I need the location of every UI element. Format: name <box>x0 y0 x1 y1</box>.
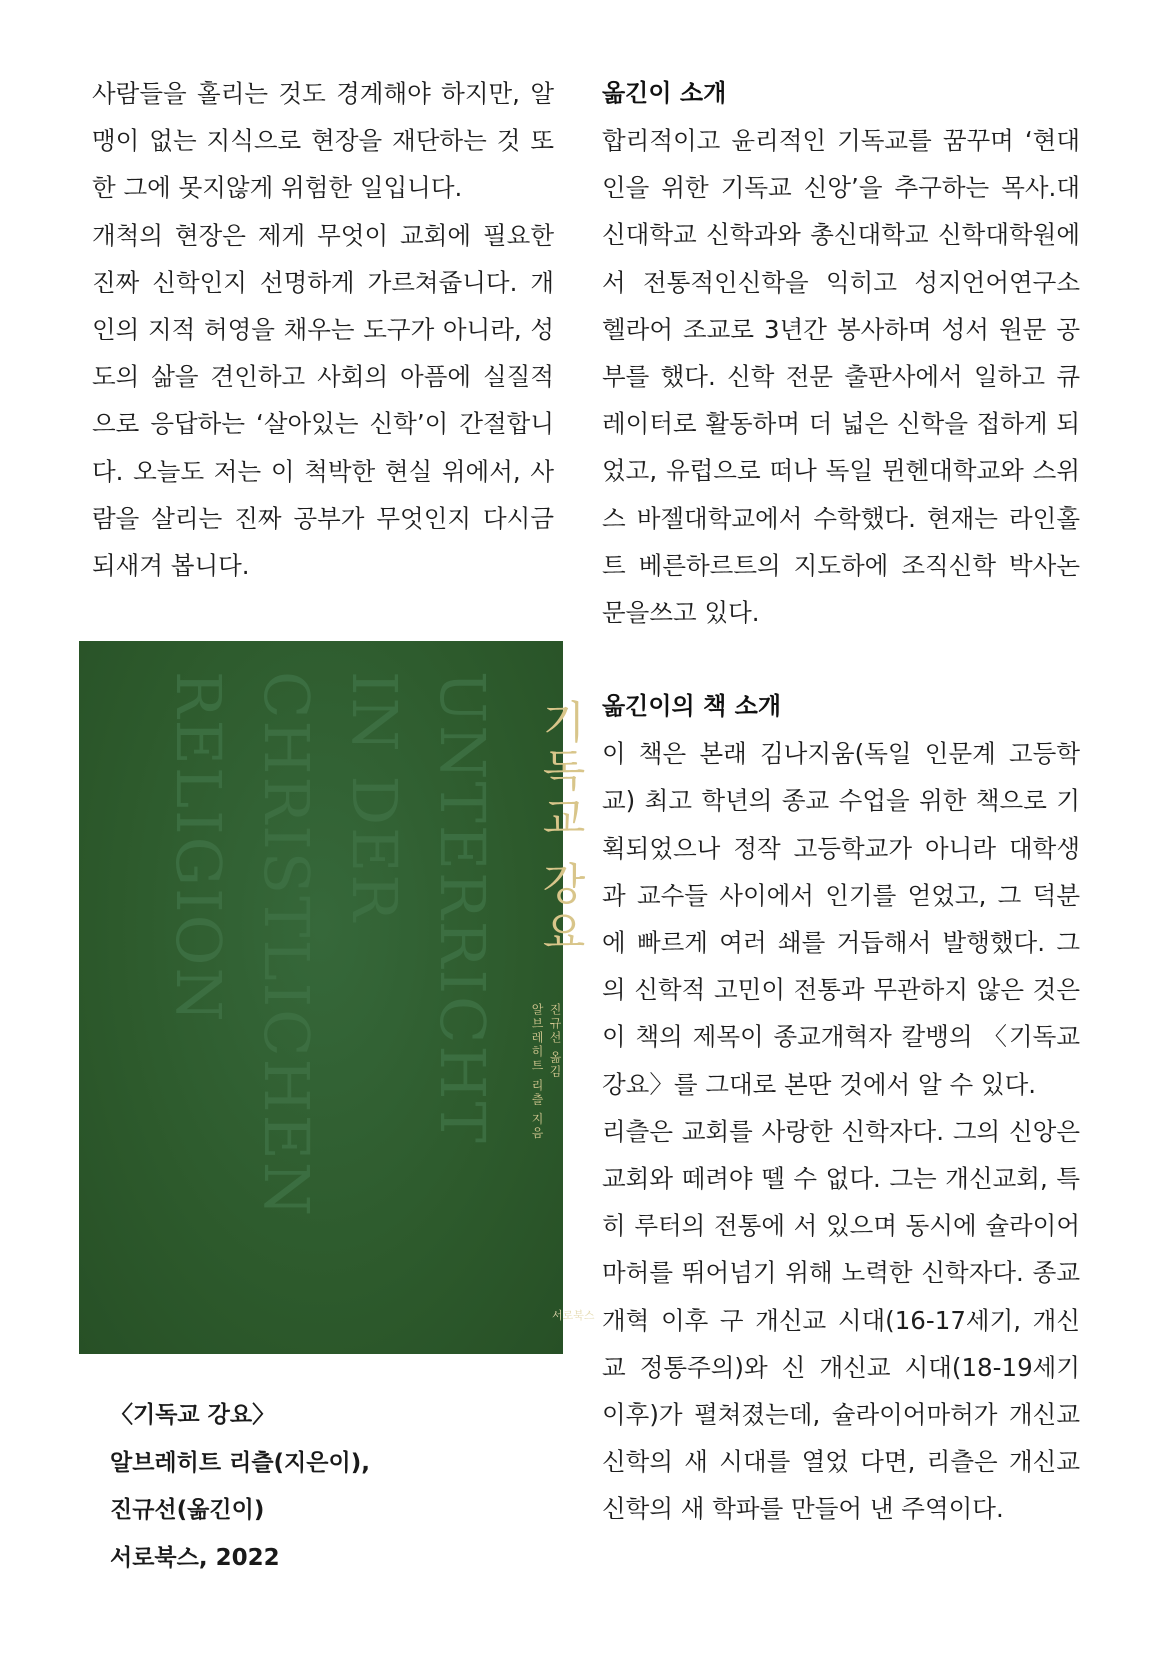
paragraph: 리츨은 교회를 사랑한 신학자다. 그의 신앙은 교회와 떼려야 뗄 수 없다. 그는 개신교회, 특히 루터의 전통에 서 있으며 동시에 슐라이어마허를 뛰어넘기 위해 노력한 신학자다. 종교개혁 이후 구 개신교 시대(16-17세기, 개신교 정통주의)와 신 개신교 시대(18-19세기 이후)가 펼쳐졌는데, 슐라이어마허가 개신교 신학의 새 시대를 열었 다면, 리츨은 개신교 신학의 새 학파를 만들어 낸 주역이다. <box>602 1116 1080 1524</box>
paragraph: 개척의 현장은 제게 무엇이 교회에 필요한 진짜 신학인지 선명하게 가르쳐줍니다. 개인의 지적 허영을 채우는 도구가 아니라, 성도의 삶을 견인하고 사회의 아픔에 실질적으로 응답하는 ‘살아있는 신학’이 간절합니다. 오늘도 저는 이 척박한 현실 위에서, 사람을 살리는 진짜 공부가 무엇인지 다시금 되새겨 봅니다. <box>92 220 554 581</box>
caption-author: 알브레히트 리츨(지은이), <box>110 1449 370 1476</box>
book-caption <box>110 1392 530 1582</box>
caption-title: 〈기독교 강요〉 <box>110 1402 276 1428</box>
book-intro-section <box>602 683 1080 1532</box>
translator-intro-section <box>602 70 1080 636</box>
paragraph: 합리적이고 윤리적인 기독교를 꿈꾸며 ‘현대인을 위한 기독교 신앙’을 추구하는 목사.대신대학교 신학과와 총신대학교 신학대학원에서 전통적인신학을 익히고 성지언어연구소 헬라어 조교로 3년간 봉사하며 성서 원문 공부를 했다. 신학 전문 출판사에서 일하고 큐레이터로 활동하며 더 넓은 신학을 접하게 되었고, 유럽으로 떠나 독일 뮌헨대학교와 스위스 바젤대학교에서 수학했다. 현재는 라인홀트 베른하르트의 지도하에 조직신학 박사논문을쓰고 있다. <box>602 126 1080 628</box>
section-heading: 옮긴이 소개 <box>602 79 727 107</box>
right-column <box>602 70 1080 1533</box>
caption-publisher-year: 서로북스, 2022 <box>110 1544 280 1571</box>
paragraph: 사람들을 홀리는 것도 경계해야 하지만, 알맹이 없는 지식으로 현장을 재단하는 것 또한 그에 못지않게 위험한 일입니다. <box>92 79 554 203</box>
cover-watermark-line: RELIGION <box>162 671 235 1024</box>
cover-watermark-line: IN DER <box>338 671 411 924</box>
left-column <box>92 70 554 589</box>
cover-title: 기독교 강요 <box>534 699 585 957</box>
section-heading: 옮긴이의 책 소개 <box>602 692 781 721</box>
cover-author-credit: 알브레히트 리츨 지음 <box>530 1003 544 1141</box>
cover-watermark-line: UNTERRICHT <box>426 671 499 1145</box>
publisher-logo: 서로북스 <box>552 1309 595 1322</box>
paragraph: 이 책은 본래 김나지움(독일 인문계 고등학교) 최고 학년의 종교 수업을 위한 책으로 기획되었으나 정작 고등학교가 아니라 대학생과 교수들 사이에서 인기를 얻었고, 그 덕분에 빠르게 여러 쇄를 거듭해서 발행했다. 그의 신학적 고민이 전통과 무관하지 않은 것은 이 책의 제목이 종교개혁자 칼뱅의 〈기독교 강요〉를 그대로 본딴 것에서 알 수 있다. <box>602 739 1080 1099</box>
book-cover-image <box>79 641 595 1354</box>
cover-translator-credit: 진규선 옮김 <box>548 1003 562 1079</box>
caption-translator: 진규선(옮긴이) <box>110 1497 265 1523</box>
cover-watermark-line: CHRISTLICHEN <box>250 671 323 1219</box>
